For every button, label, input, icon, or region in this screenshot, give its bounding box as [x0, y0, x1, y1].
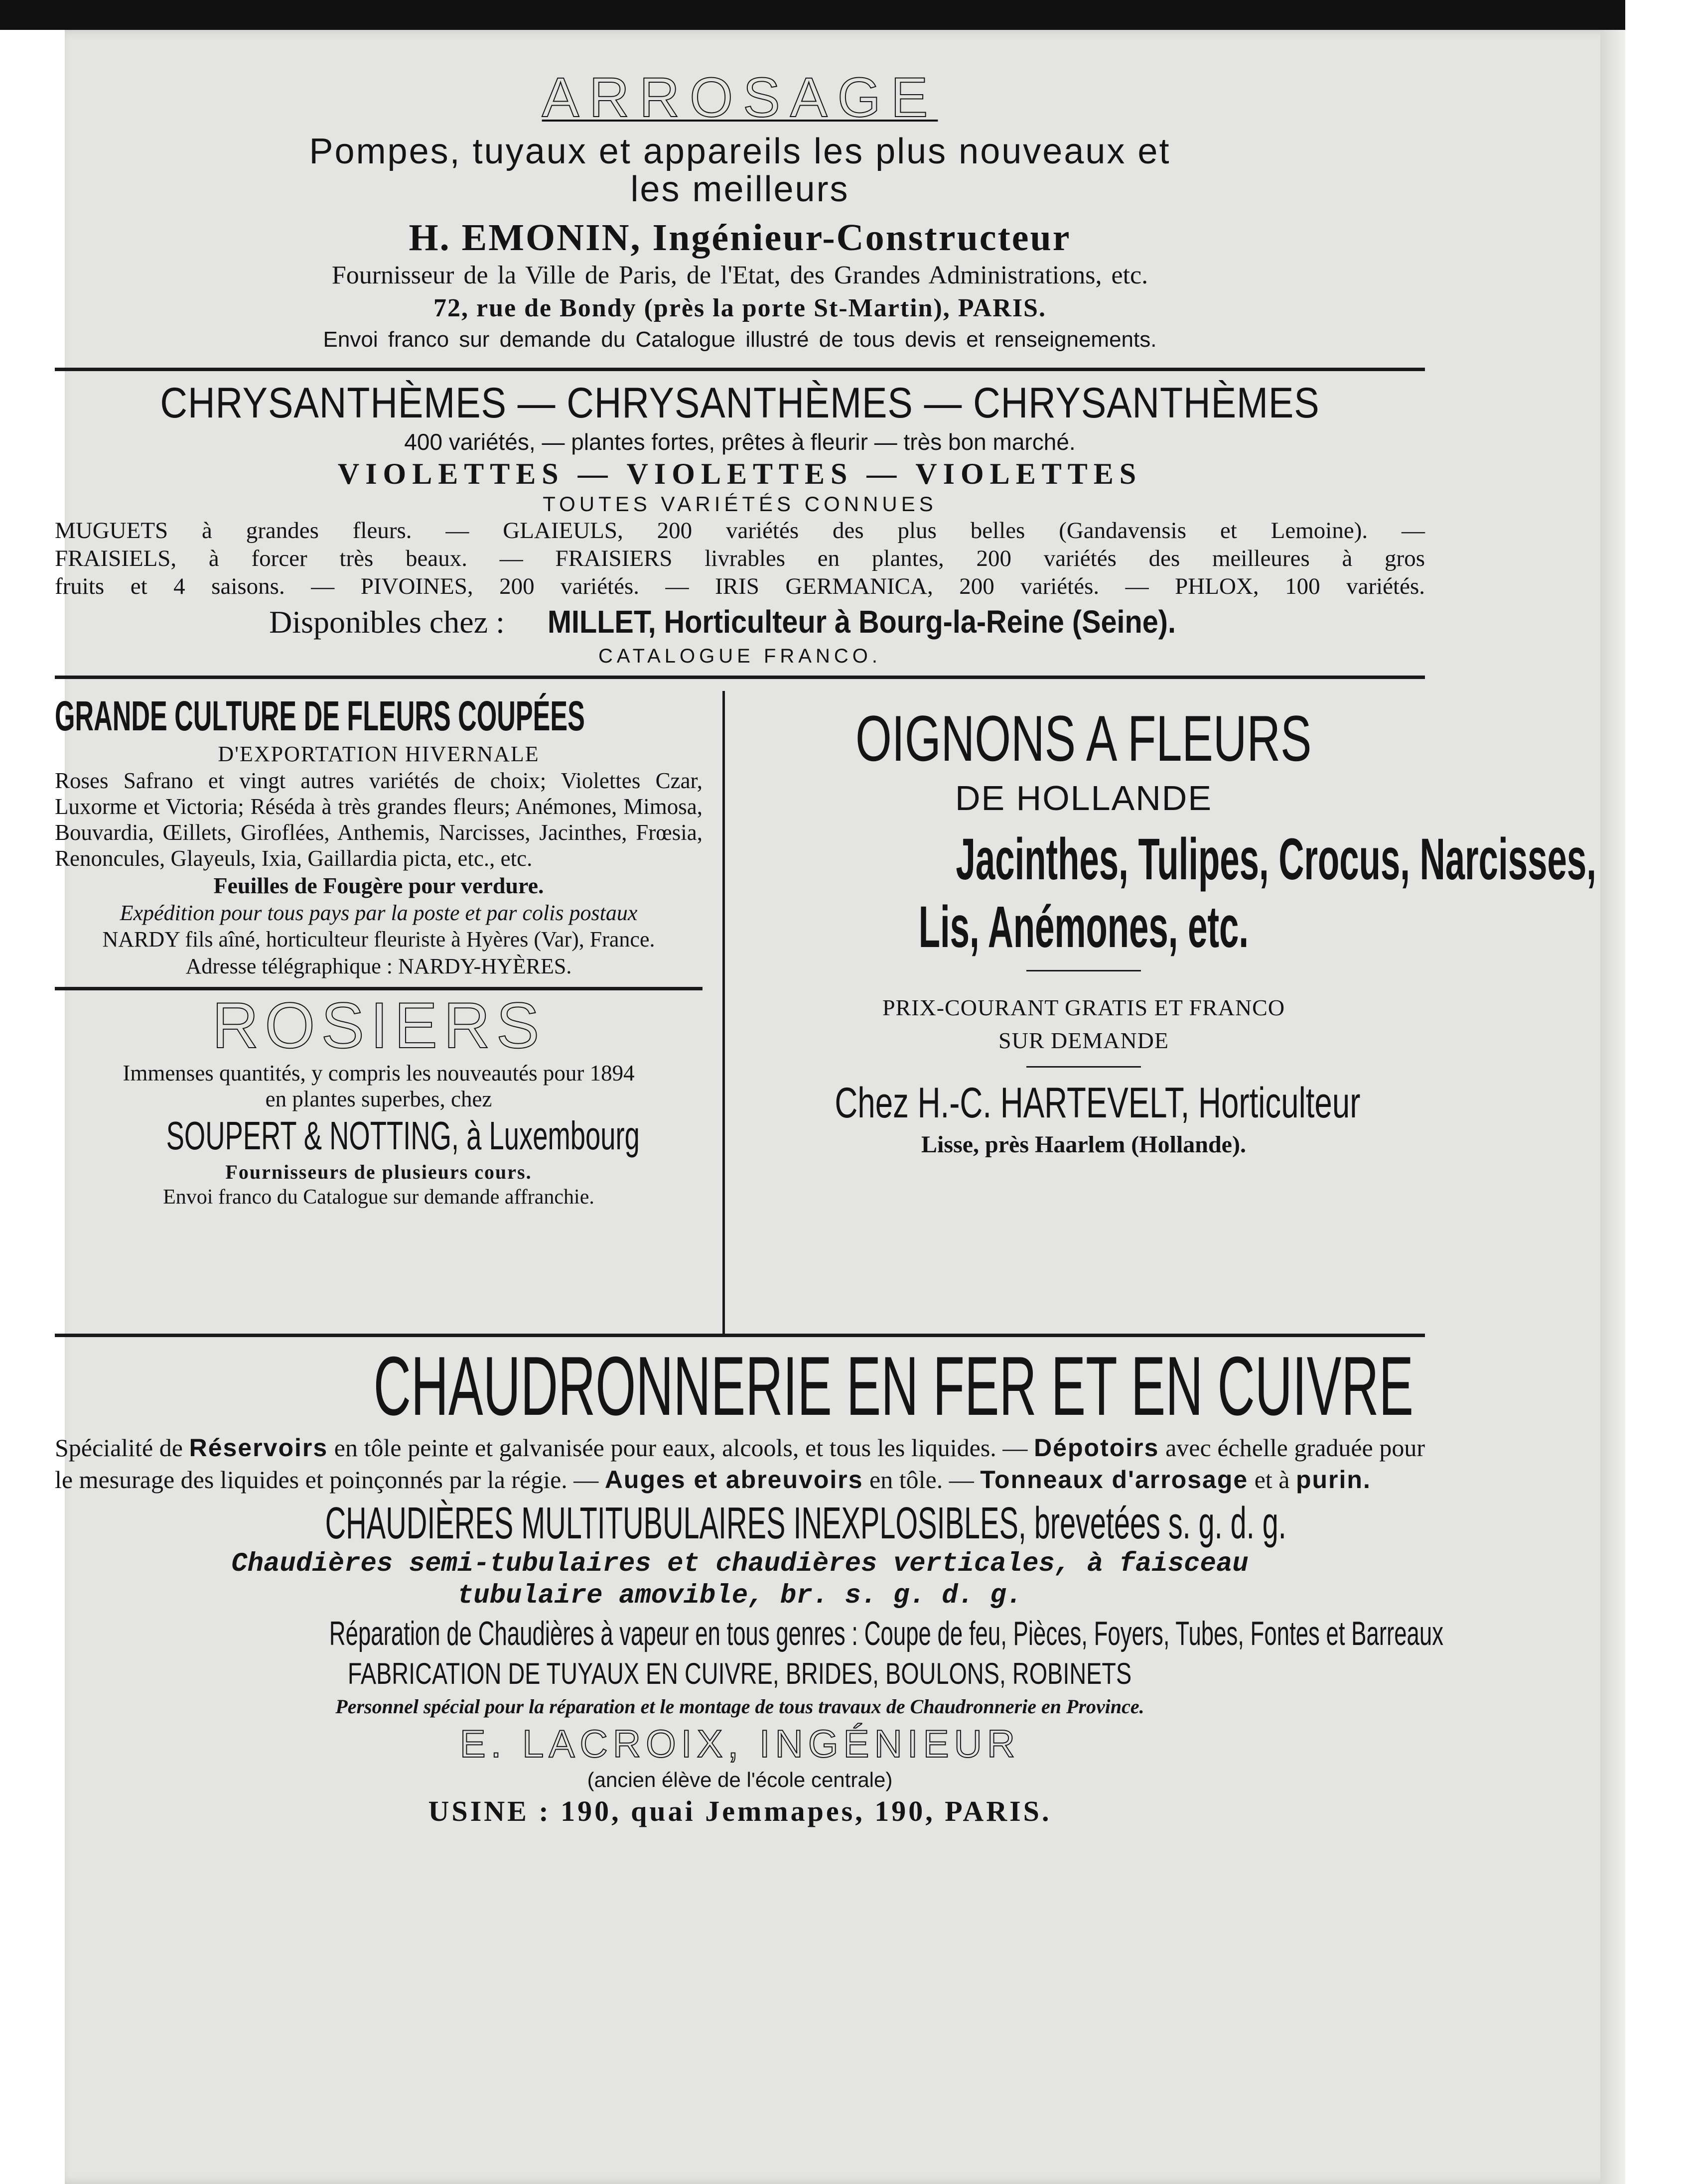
ad-nardy — [55, 691, 703, 980]
body-text: en tôle peinte et galvanisée pour eaux, alcools, et tous les liquides. — — [334, 1434, 1028, 1462]
nardy-telegraph: Adresse télégraphique : NARDY-HYÈRES. — [185, 954, 572, 978]
arrosage-subtitle-2: les meilleurs — [630, 169, 849, 209]
arrosage-subtitle-1: Pompes, tuyaux et appareils les plus nouveaux et — [309, 132, 1171, 171]
divider-rule — [55, 368, 1425, 371]
auges-label: Auges et abreuvoirs — [604, 1466, 863, 1494]
nardy-expedition: Expédition pour tous pays par la poste et par colis postaux — [120, 901, 638, 925]
short-rule — [1026, 1066, 1141, 1068]
chrysanthemes-line-1: MUGUETS à grandes fleurs. — GLAIEULS, 200 variétés des plus belles (Gandavensis et Lemoine). — — [55, 518, 1425, 544]
ad-rosiers — [55, 990, 703, 1210]
nardy-subtitle: D'EXPORTATION HIVERNALE — [218, 742, 540, 766]
body-text: avec échelle graduée pour le mesurage des liquides et poinçonnés par la régie. — — [55, 1434, 1425, 1494]
arrosage-supplier: Fournisseur de la Ville de Paris, de l'Etat, des Grandes Administrations, etc. — [331, 261, 1148, 289]
ad-chaudronnerie — [55, 1339, 1444, 1829]
oignons-name: Chez H.-C. HARTEVELT, Horticulteur — [835, 1079, 1361, 1127]
personnel-line: Personnel spécial pour la réparation et le montage de tous travaux de Chaudronnerie en Province. — [335, 1695, 1144, 1718]
ad-chrysanthemes — [55, 378, 1425, 669]
arrosage-catalogue: Envoi franco sur demande du Catalogue illustré de tous devis et renseignements. — [323, 327, 1157, 352]
two-column-ads — [55, 691, 1596, 1334]
oignons-prix-2: SUR DEMANDE — [998, 1028, 1169, 1053]
chaudronnerie-title: CHAUDRONNERIE EN FER ET EN CUIVRE — [373, 1339, 1413, 1433]
page-fold-shadow — [1600, 30, 1625, 2184]
violettes-heading: VIOLETTES — VIOLETTES — VIOLETTES — [337, 457, 1142, 490]
body-text: Spécialité de — [55, 1434, 183, 1462]
rosiers-name: SOUPERT & NOTTING, à Luxembourg — [166, 1113, 640, 1158]
oignons-prix-1: PRIX-COURANT GRATIS ET FRANCO — [882, 995, 1285, 1020]
body-text: en tôle. — — [869, 1466, 974, 1494]
oignons-list-1: Jacinthes, Tulipes, Crocus, Narcisses, — [956, 826, 1596, 892]
tonneaux-label: Tonneaux d'arrosage — [980, 1466, 1249, 1494]
rosiers-catalogue: Envoi franco du Catalogue sur demande affranchie. — [163, 1186, 594, 1209]
column-divider — [722, 691, 725, 1334]
chaudieres-heading: CHAUDIÈRES MULTITUBULAIRES INEXPLOSIBLES, brevetées s. g. d. g. — [325, 1499, 1286, 1548]
millet-line — [55, 600, 1425, 644]
scan-border-right — [1625, 0, 1690, 2184]
rosiers-title: ROSIERS — [212, 989, 546, 1062]
oignons-title: OIGNONS A FLEURS — [855, 702, 1312, 775]
divider-rule — [55, 676, 1425, 679]
arrosage-maker: H. EMONIN, Ingénieur-Constructeur — [409, 217, 1071, 259]
semi-tubulaires-2: tubulaire amovible, br. s. g. d. g. — [457, 1581, 1023, 1611]
chaudronnerie-body — [55, 1432, 1425, 1496]
oignons-subtitle: DE HOLLANDE — [955, 779, 1213, 818]
semi-tubulaires-1: Chaudières semi-tubulaires et chaudières verticales, à faisceau — [231, 1549, 1249, 1579]
nardy-title: GRANDE CULTURE DE FLEURS COUPÉES — [55, 692, 585, 739]
right-column — [742, 691, 1596, 1160]
rosiers-line-2: en plantes superbes, chez — [265, 1087, 492, 1111]
left-column — [55, 691, 703, 1210]
depotoirs-label: Dépotoirs — [1034, 1434, 1159, 1462]
millet-prefix: Disponibles chez : — [269, 604, 505, 640]
short-rule — [1026, 970, 1141, 971]
varietes-line: TOUTES VARIÉTÉS CONNUES — [543, 492, 937, 516]
oignons-list-2: Lis, Anémones, etc. — [918, 894, 1249, 960]
lacroix-usine: USINE : 190, quai Jemmapes, 190, PARIS. — [428, 1795, 1052, 1827]
chrysanthemes-title: CHRYSANTHÈMES — CHRYSANTHÈMES — CHRYSANTHÈMES — [160, 379, 1320, 427]
advertisements-page — [55, 66, 1596, 1829]
fabrication-line: FABRICATION DE TUYAUX EN CUIVRE, BRIDES, BOULONS, ROBINETS — [348, 1657, 1132, 1690]
reparation-line: Réparation de Chaudières à vapeur en tous genres : Coupe de feu, Pièces, Foyers, Tubes, Fontes et Barreaux — [329, 1615, 1444, 1652]
oignons-location: Lisse, près Haarlem (Hollande). — [921, 1131, 1246, 1158]
rosiers-supplier: Fournisseurs de plusieurs cours. — [225, 1161, 532, 1183]
divider-rule — [55, 1334, 1425, 1337]
reservoirs-label: Réservoirs — [189, 1434, 328, 1462]
lacroix-name: E. LACROIX, INGÉNIEUR — [459, 1722, 1020, 1766]
chrysanthemes-subtitle: 400 variétés, — plantes fortes, prêtes à fleurir — très bon marché. — [404, 429, 1076, 455]
ad-arrosage — [55, 66, 1425, 355]
rosiers-line-1: Immenses quantités, y compris les nouveautés pour 1894 — [123, 1061, 635, 1086]
ad-oignons — [742, 701, 1596, 1160]
arrosage-address: 72, rue de Bondy (près la porte St-Martin), PARIS. — [433, 294, 1046, 322]
nardy-fougere: Feuilles de Fougère pour verdure. — [213, 873, 544, 898]
scan-border-top — [0, 0, 1690, 30]
nardy-body: Roses Safrano et vingt autres variétés de choix; Violettes Czar, Luxorme et Victoria; Réséda à très grandes fleurs; Anémones, Mimosa, Bouvardia, Œillets, Giroflées, Anthemis, Narcisses, Jacinthes, Frœsia, Renoncules, Glayeuls, Ixia, Gaillardia picta, etc., etc. — [55, 768, 703, 871]
arrosage-title: ARROSAGE — [542, 66, 938, 129]
body-text: et à — [1254, 1466, 1290, 1494]
purin-label: purin. — [1295, 1466, 1371, 1494]
lacroix-ancien: (ancien élève de l'école centrale) — [587, 1768, 893, 1791]
chrysanthemes-catalogue: CATALOGUE FRANCO. — [598, 645, 881, 667]
millet-name: MILLET, Horticulteur à Bourg-la-Reine (Seine). — [547, 604, 1176, 640]
chrysanthemes-line-2: FRAISIELS, à forcer très beaux. — FRAISIERS livrables en plantes, 200 variétés des meilleures à gros — [55, 546, 1425, 571]
nardy-name: NARDY fils aîné, horticulteur fleuriste à Hyères (Var), France. — [102, 927, 655, 952]
chrysanthemes-line-3: fruits et 4 saisons. — PIVOINES, 200 variétés. — IRIS GERMANICA, 200 variétés. — PHLOX, 100 variétés. — [55, 573, 1425, 599]
